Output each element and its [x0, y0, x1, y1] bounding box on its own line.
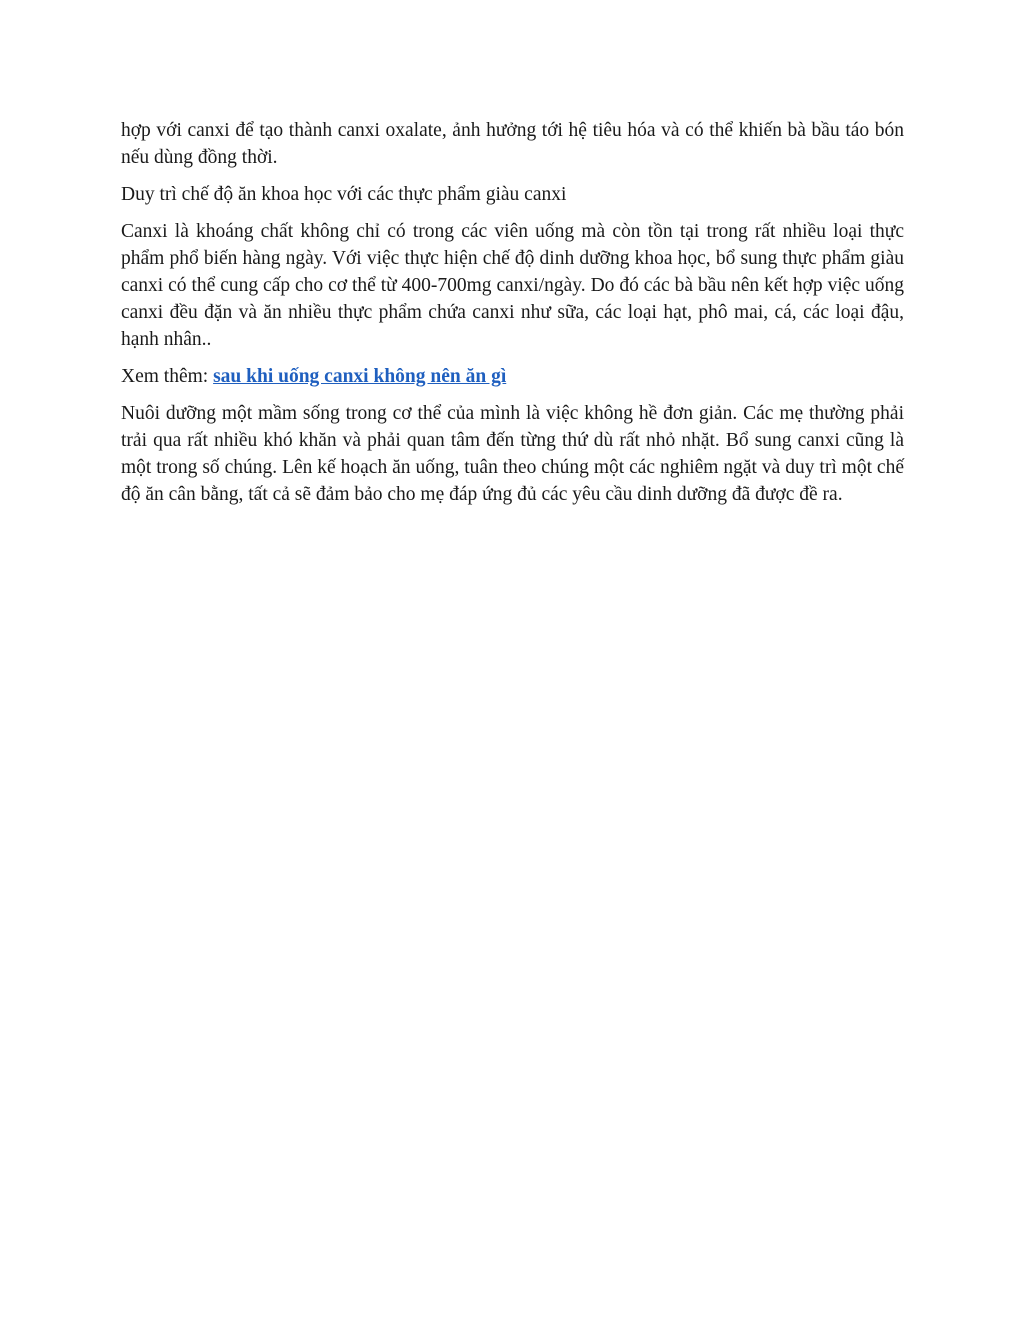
paragraph-oxalate: hợp với canxi để tạo thành canxi oxalate, ảnh hưởng tới hệ tiêu hóa và có thể khiến bà bầu táo bón nếu dùng đồng thời. [121, 120, 904, 168]
see-more-line [121, 363, 904, 390]
paragraph-calcium-foods: Canxi là khoáng chất không chỉ có trong các viên uống mà còn tồn tại trong rất nhiều loại thực phẩm phổ biến hàng ngày. Với việc thực hiện chế độ dinh dưỡng khoa học, bổ sung thực phẩm giàu canxi có thể cung cấp cho cơ thể từ 400-700mg canxi/ngày. Do đó các bà bầu nên kết hợp việc uống canxi đều đặn và ăn nhiều thực phẩm chứa canxi như sữa, các loại hạt, phô mai, cá, các loại đậu, hạnh nhân.. [121, 221, 904, 350]
see-more-link[interactable]: sau khi uống canxi không nên ăn gì [213, 366, 507, 387]
document-page [121, 117, 904, 518]
paragraph-heading-diet: Duy trì chế độ ăn khoa học với các thực phẩm giàu canxi [121, 184, 567, 205]
see-more-prefix: Xem thêm: [121, 366, 214, 387]
paragraph-conclusion: Nuôi dưỡng một mầm sống trong cơ thể của mình là việc không hề đơn giản. Các mẹ thường phải trải qua rất nhiều khó khăn và phải quan tâm đến từng thứ dù rất nhỏ nhặt. Bổ sung canxi cũng là một trong số chúng. Lên kế hoạch ăn uống, tuân theo chúng một các nghiêm ngặt và duy trì một chế độ ăn cân bằng, tất cả sẽ đảm bảo cho mẹ đáp ứng đủ các yêu cầu dinh dưỡng đã được đề ra. [121, 403, 904, 505]
